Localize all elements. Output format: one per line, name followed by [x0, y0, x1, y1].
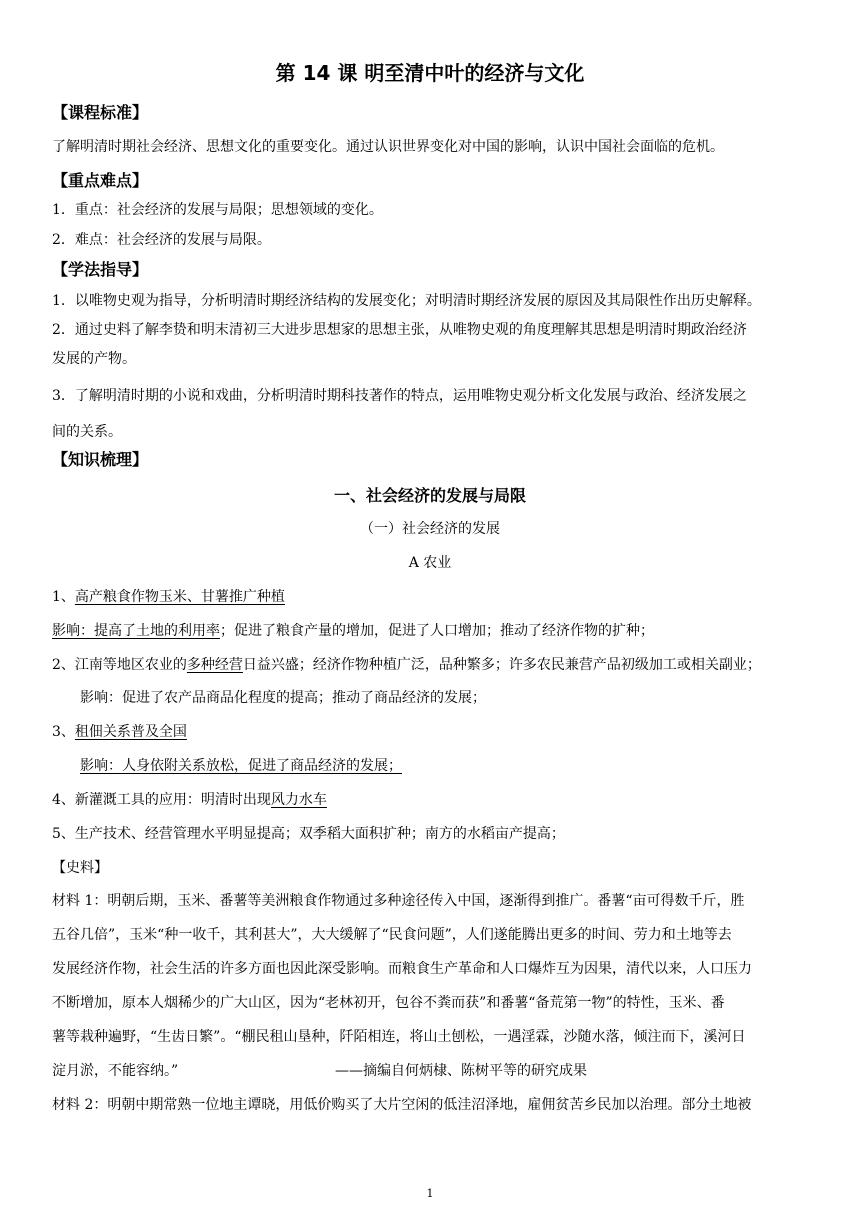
source-1-line: 发展经济作物，社会生活的许多方面也因此深受影响。而粮食生产革命和人口爆炸互为因果，清代以来，人口压力: [52, 961, 752, 977]
section-heading-knowledge: 【知识梳理】: [52, 450, 149, 469]
source-1-line: 不断增加，原本人烟稀少的广大山区，因为“老林初开，包谷不粪而获”和番薯“备荒第一物”的特性，玉米、番: [52, 995, 725, 1011]
method-item: 2．通过史料了解李贽和明末清初三大进步思想家的思想主张，从唯物史观的角度理解其思想是明清时期政治经济: [52, 322, 747, 338]
part-heading: 一、社会经济的发展与局限: [333, 486, 526, 505]
page-title: 第 14 课 明至清中叶的经济与文化: [275, 61, 585, 85]
source-1-citation: ——摘编自何炳棣、陈树平等的研究成果: [335, 1063, 587, 1079]
list-item-3: 3、租佃关系普及全国: [52, 724, 187, 740]
source-1-line: 五谷几倍”，玉米“种一收千，其利甚大”，大大缓解了“民食问题”，人们遂能腾出更多的时间、劳力和土地等去: [52, 927, 732, 943]
list-item-3-effect: [80, 758, 402, 774]
underlined-key-phrase: 高产粮食作物玉米、甘薯推广种植: [74, 589, 285, 605]
sub-heading: （一）社会经济的发展: [360, 521, 500, 537]
underlined-key-phrase: 影响：提高了土地的利用率: [52, 623, 220, 639]
source-1-last-line: 淀月淤，不能容纳。”: [52, 1063, 179, 1079]
underlined-key-phrase: 影响：人身依附关系放松，促进了商品经济的发展；: [80, 758, 402, 774]
source-1-line: 材料 1：明朝后期，玉米、番薯等美洲粮食作物通过多种途径传入中国，逐渐得到推广。番薯“亩可得数千斤，胜: [52, 893, 745, 909]
section-heading-method: 【学法指导】: [52, 260, 149, 279]
method-item: 3．了解明清时期的小说和戏曲，分析明清时期科技著作的特点，运用唯物史观分析文化发展与政治、经济发展之: [52, 388, 747, 404]
keypoint-item: 1．重点：社会经济的发展与局限；思想领域的变化。: [52, 202, 383, 218]
section-heading-sources: 【史料】: [52, 860, 108, 876]
underlined-key-phrase: 风力水车: [270, 792, 327, 808]
list-item-5: 5、生产技术、经营管理水平明显提高；双季稻大面积扩种；南方的水稻亩产提高；: [52, 826, 565, 842]
list-item-2: 2、江南等地区农业的多种经营日益兴盛；经济作物种植广泛，品种繁多；许多农民兼营产品初级加工或相关副业；: [52, 657, 761, 673]
sub-heading-agriculture: A 农业: [408, 555, 452, 571]
method-item-continued: 发展的产物。: [52, 351, 136, 367]
standard-text: 了解明清时期社会经济、思想文化的重要变化。通过认识世界变化对中国的影响，认识中国社会面临的危机。: [52, 139, 724, 155]
list-item-4: 4、新灌溉工具的应用：明清时出现风力水车: [52, 792, 327, 808]
underlined-key-phrase: 租佃关系普及全国: [74, 724, 187, 740]
keypoint-item: 2．难点：社会经济的发展与局限。: [52, 232, 271, 248]
source-2-line: 材料 2：明朝中期常熟一位地主谭晓，用低价购买了大片空闲的低洼沼泽地，雇佣贫苦乡民加以治理。部分土地被: [52, 1097, 752, 1113]
list-item-1: 1、高产粮食作物玉米、甘薯推广种植: [52, 589, 285, 605]
source-1-line: 薯等栽种遍野，“生齿日繁”。“棚民租山垦种，阡陌相连，将山土刨松，一遇淫霖，沙随水落，倾注而下，溪河日: [52, 1029, 746, 1045]
method-item: 1．以唯物史观为指导，分析明清时期经济结构的发展变化；对明清时期经济发展的原因及其局限性作出历史解释。: [52, 293, 761, 309]
method-item-continued: 间的关系。: [52, 424, 122, 440]
section-heading-keypoints: 【重点难点】: [52, 171, 149, 190]
page-number: 1: [426, 1187, 434, 1200]
list-item-1-effect: 影响：提高了土地的利用率；促进了粮食产量的增加，促进了人口增加；推动了经济作物的扩种；: [52, 623, 654, 639]
list-item-2-effect: 影响：促进了农产品商品化程度的提高；推动了商品经济的发展；: [80, 690, 486, 706]
underlined-key-phrase: 多种经营: [186, 657, 243, 673]
section-heading-standard: 【课程标准】: [52, 103, 149, 122]
